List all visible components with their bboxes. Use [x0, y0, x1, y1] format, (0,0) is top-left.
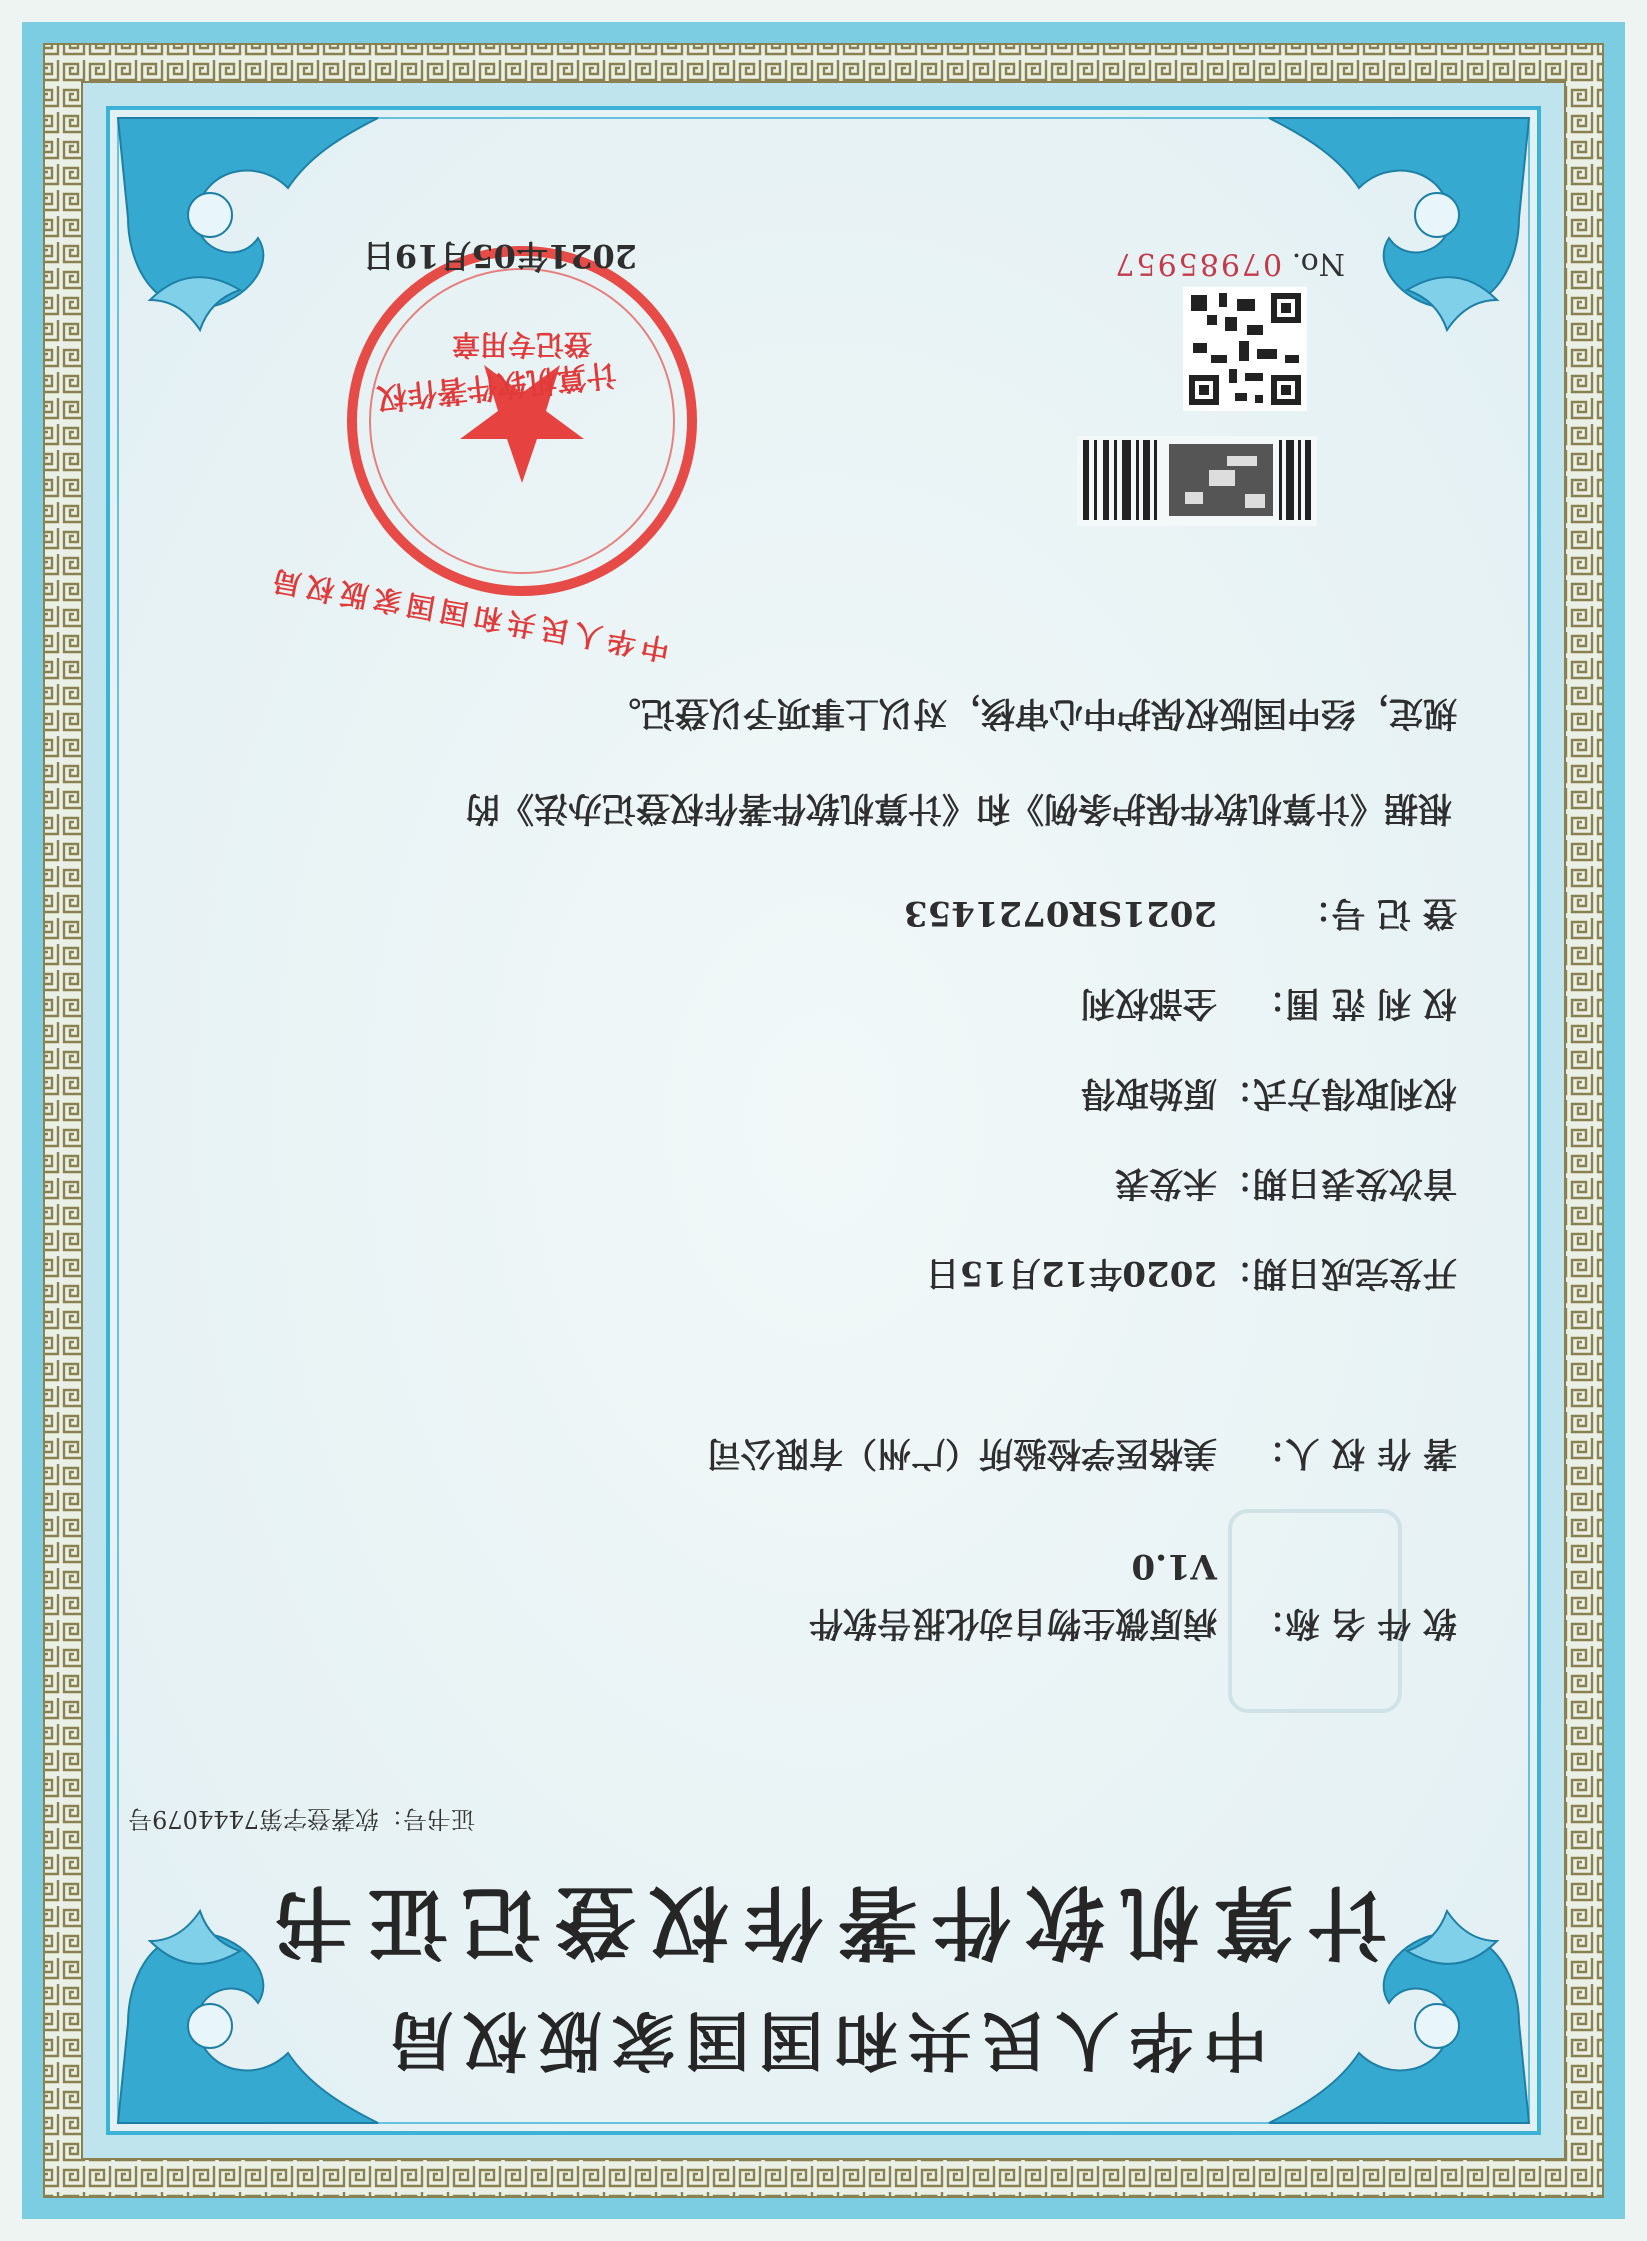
certificate-number: [128, 1804, 475, 1839]
field-registration-number: [904, 892, 1457, 941]
field-software-name: [809, 1602, 1457, 1651]
field-copyright-owner: [707, 1432, 1457, 1481]
legal-text-line-2: 规定，经中国版权保护中心审核，对以上事项予以登记。: [607, 693, 1457, 733]
field-label: 首次发表日期：: [1219, 1163, 1457, 1203]
field-value: 美格医学检验所（广州）有限公司: [707, 1433, 1217, 1473]
serial-value: 07985957: [1113, 246, 1283, 281]
field-label: 开发完成日期：: [1219, 1253, 1457, 1293]
barcode: [1077, 436, 1317, 526]
certificate-title: 计算机软件著作权登记证书: [259, 1875, 1388, 1969]
field-completion-date: [926, 1252, 1457, 1301]
field-value: 2020年12月15日: [925, 1253, 1217, 1293]
legal-text-line-1: 根据《计算机软件保护条例》和《计算机软件著作权登记办法》的: [466, 788, 1452, 828]
field-value: 原始取得: [1081, 1073, 1217, 1113]
field-value: 全部权利: [1081, 983, 1217, 1023]
field-label: 权 利 范 围：: [1251, 983, 1457, 1023]
field-value: 未发表: [1115, 1163, 1217, 1203]
field-value: 2021SR0721453: [903, 893, 1217, 933]
serial-number: [1113, 246, 1345, 281]
field-value: 病原微生物自动化报告软件: [809, 1603, 1217, 1643]
serial-prefix: No.: [1291, 246, 1345, 281]
seal-inner-text-1: 计算机软件著作权: [375, 355, 618, 416]
field-label: 著 作 权 人：: [1251, 1433, 1457, 1473]
issue-date: 2021年05月19日: [362, 237, 637, 275]
software-version: V1.0: [1131, 1546, 1217, 1586]
field-label: 权利取得方式：: [1219, 1073, 1457, 1113]
seal-ring-text: 中华人民共和国国家版权局: [264, 562, 673, 667]
field-publication-date: [1115, 1162, 1457, 1211]
qr-code: [1183, 287, 1307, 411]
certificate-number-value: 软著登字第7444079号: [128, 1805, 379, 1833]
seal-inner-text-2: 登记专用章: [451, 328, 592, 361]
certificate-number-label: 证书号：: [379, 1805, 475, 1833]
field-rights-scope: [1081, 982, 1457, 1031]
field-label: 登 记 号：: [1297, 893, 1457, 933]
field-label: 软 件 名 称：: [1251, 1603, 1457, 1643]
field-acquisition-method: [1081, 1072, 1457, 1121]
issuer-heading: 中华人民共和国国家版权局: [379, 2002, 1268, 2077]
